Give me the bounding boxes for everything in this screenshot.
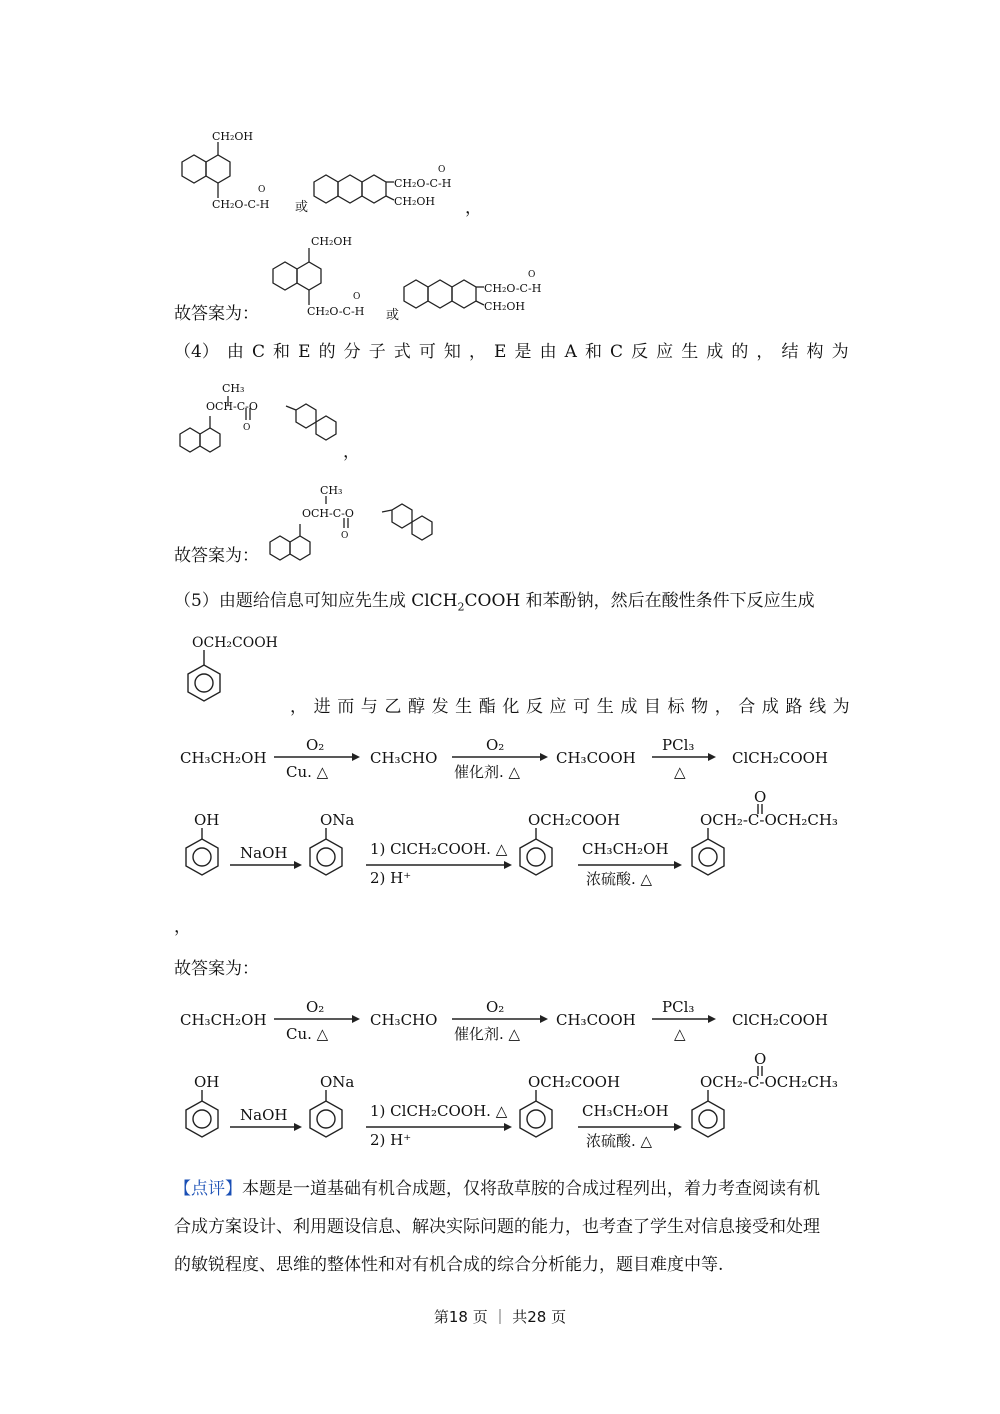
structure-naphthalene-1	[172, 128, 297, 216]
carbonyl-o-label: O	[754, 788, 767, 806]
acetaldehyde-label: CH₃CHO	[370, 749, 438, 767]
text-char: 和	[584, 342, 602, 362]
text-char: 的	[731, 342, 749, 362]
carbonyl-o-label: O	[438, 165, 446, 175]
och2cooh-label: OCH₂COOH	[192, 635, 278, 651]
formate-label: CH₂O-C-H	[394, 177, 452, 190]
acid-label: 2) H⁺	[370, 1131, 412, 1149]
naoh-label: NaOH	[240, 1106, 288, 1124]
text-char: 生	[596, 697, 614, 717]
h2so4-label: 浓硫酸. △	[586, 870, 653, 888]
ch2oh-label: CH₂OH	[484, 300, 526, 313]
comment-tag: 【点评】	[174, 1179, 242, 1199]
cu-label: Cu. △	[286, 763, 329, 781]
ethanol-label: CH₃CH₂OH	[582, 840, 669, 858]
text-char: 进	[313, 697, 331, 717]
ch2oh-label: CH₂OH	[394, 195, 436, 208]
och2cooh-label: OCH₂COOH	[528, 1073, 621, 1091]
or-word: 或	[295, 200, 309, 215]
ch3-label: CH₃	[222, 382, 245, 395]
answer-structure-2	[400, 265, 560, 321]
carbonyl-o-label: O	[243, 423, 251, 433]
text-char: 成	[620, 697, 638, 717]
text-char: 成	[706, 342, 724, 362]
text-char: 成	[761, 697, 779, 717]
carbonyl-o-label: O	[341, 531, 349, 541]
oh-label: OH	[194, 1073, 220, 1091]
text-char: 与	[360, 697, 378, 717]
text-char: 反	[525, 697, 543, 717]
section5-line2	[290, 695, 850, 719]
text-char: 生	[455, 697, 473, 717]
section5-line1: （5）由题给信息可知应先生成 ClCH$_2$COOH 和苯酚钠，然后在酸性条件下反应生成	[174, 591, 815, 614]
text-char: 分	[343, 342, 361, 362]
text-char: 发	[431, 697, 449, 717]
comment-line-1: 【点评】本题是一道基础有机合成题，仅将敌草胺的合成过程列出，着力考查阅读有机	[174, 1179, 820, 1199]
naphthalene-diol-formate-b	[310, 160, 470, 216]
ethanol-label: CH₃CH₂OH	[180, 749, 267, 767]
pcl3-label: PCl₃	[662, 998, 695, 1016]
text-char: 乙	[384, 697, 402, 717]
ester-label: OCH-C-O	[302, 507, 354, 520]
carbonyl-o-label: O	[754, 1050, 767, 1068]
page-footer: 第18 页 ｜ 共28 页	[433, 1308, 567, 1326]
h2so4-label: 浓硫酸. △	[586, 1132, 653, 1150]
naphthyl-ester-structure	[172, 376, 347, 462]
route-svg	[174, 992, 844, 1157]
text-char: A	[564, 342, 577, 362]
text-char: 可	[418, 342, 436, 362]
text-char: 标	[667, 697, 685, 717]
route-svg	[174, 730, 844, 895]
heat-label: △	[674, 763, 686, 781]
chloroacetic-acid-label: ClCH₂COOH	[732, 749, 828, 767]
ester-label: OCH₂-C-OCH₂CH₃	[700, 811, 838, 829]
formate-label: CH₂O-C-H	[212, 198, 270, 211]
text-char: E	[494, 342, 507, 362]
answer-structure-1	[263, 233, 388, 323]
text-char: ，	[714, 697, 732, 717]
text-char: 目	[643, 697, 661, 717]
naphthalene-diol-formate-b	[400, 265, 560, 321]
text-char: 可	[573, 697, 591, 717]
naphthalene-diol-formate-a	[172, 128, 297, 216]
text-char: 是	[514, 342, 532, 362]
text-char: 路	[785, 697, 803, 717]
section4-intro	[174, 340, 849, 364]
ona-label: ONa	[320, 811, 355, 829]
reagent-label: 1) ClCH₂COOH. △	[370, 840, 508, 858]
synthesis-route-1	[174, 730, 844, 895]
chloroacetic-acid-label: ClCH₂COOH	[732, 1011, 828, 1029]
ester-label: OCH-C-O	[206, 400, 258, 413]
answer-label: 故答案为：	[174, 546, 259, 566]
reagent-label: 1) ClCH₂COOH. △	[370, 1102, 508, 1120]
text-char: 构	[806, 342, 824, 362]
text-char: ，	[290, 697, 307, 717]
acetic-acid-label: CH₃COOH	[556, 749, 636, 767]
answer-label: 故答案为：	[174, 959, 259, 979]
carbonyl-o-label: O	[258, 185, 266, 195]
comment-line-2: 合成方案设计、利用题设信息、解决实际问题的能力，也考查了学生对信息接受和处理	[174, 1217, 820, 1237]
text-char: E	[298, 342, 311, 362]
acetic-acid-label: CH₃COOH	[556, 1011, 636, 1029]
o2-label: O₂	[306, 998, 325, 1016]
text-char: 合	[738, 697, 756, 717]
text-char: 酯	[478, 697, 496, 717]
heat-label: △	[674, 1025, 686, 1043]
oh-label: OH	[194, 811, 220, 829]
text-char: 而	[337, 697, 355, 717]
structure-ester-2	[262, 484, 437, 570]
text-char: 为	[831, 342, 849, 362]
text-char: 物	[691, 697, 709, 717]
text-char: C	[251, 342, 265, 362]
ester-label: OCH₂-C-OCH₂CH₃	[700, 1073, 838, 1091]
text-char: C	[610, 342, 624, 362]
carbonyl-o-label: O	[528, 270, 536, 280]
text-char: 结	[781, 342, 799, 362]
formate-label: CH₂O-C-H	[307, 305, 365, 318]
answer-label: 故答案为：	[174, 304, 259, 324]
acetaldehyde-label: CH₃CHO	[370, 1011, 438, 1029]
comma: ，	[343, 442, 360, 462]
comment-line-3: 的敏锐程度、思维的整体性和对有机合成的综合分析能力，题目难度中等.	[174, 1255, 724, 1275]
ona-label: ONa	[320, 1073, 355, 1091]
text-char: 知	[443, 342, 461, 362]
och2cooh-label: OCH₂COOH	[528, 811, 621, 829]
acid-label: 2) H⁺	[370, 869, 412, 887]
text-char: 化	[502, 697, 520, 717]
ch2oh-label: CH₂OH	[212, 130, 254, 143]
ch2oh-label: CH₂OH	[311, 235, 353, 248]
phenoxyacetic-acid-structure	[174, 630, 294, 714]
o2-label: O₂	[306, 736, 325, 754]
synthesis-route-2	[174, 992, 844, 1157]
text-char: 生	[681, 342, 699, 362]
text-char: ，	[756, 342, 774, 362]
text-char: （4）	[174, 342, 219, 362]
catalyst-label: 催化剂. △	[454, 1025, 521, 1043]
text-char: 子	[368, 342, 386, 362]
o2-label: O₂	[486, 998, 505, 1016]
text-char: 醇	[407, 697, 425, 717]
structure-naphthalene-2	[310, 160, 470, 216]
ethanol-label: CH₃CH₂OH	[582, 1102, 669, 1120]
naoh-label: NaOH	[240, 844, 288, 862]
text-char: 式	[393, 342, 411, 362]
naphthalene-diol-formate-a	[263, 233, 388, 323]
text-char: 为	[832, 697, 850, 717]
or-word: 或	[386, 308, 400, 323]
text-char: 线	[809, 697, 827, 717]
text-char: 反	[631, 342, 649, 362]
ch3-label: CH₃	[320, 484, 343, 497]
text-char: 由	[226, 342, 244, 362]
o2-label: O₂	[486, 736, 505, 754]
text-char: ，	[468, 342, 486, 362]
cu-label: Cu. △	[286, 1025, 329, 1043]
comma: ，	[465, 198, 482, 218]
text-char: 和	[273, 342, 291, 362]
text-char: 由	[539, 342, 557, 362]
text-char: 应	[549, 697, 567, 717]
comma: ，	[174, 917, 191, 937]
carbonyl-o-label: O	[353, 292, 361, 302]
structure-ester-1	[172, 376, 347, 462]
text-char: 的	[318, 342, 336, 362]
catalyst-label: 催化剂. △	[454, 763, 521, 781]
ethanol-label: CH₃CH₂OH	[180, 1011, 267, 1029]
text-char: 应	[656, 342, 674, 362]
formate-label: CH₂O-C-H	[484, 282, 542, 295]
pcl3-label: PCl₃	[662, 736, 695, 754]
naphthyl-ester-structure	[262, 484, 437, 570]
